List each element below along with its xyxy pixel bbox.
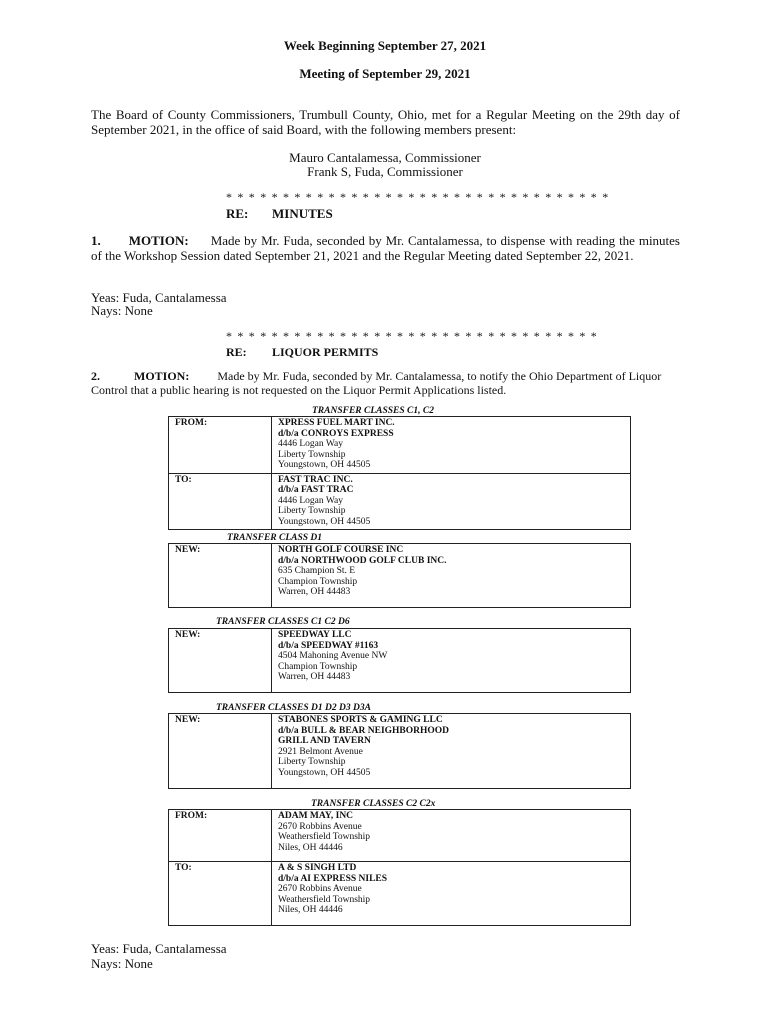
business-name: STABONES SPORTS & GAMING LLC	[278, 715, 443, 725]
permit-row-label: NEW:	[169, 629, 272, 693]
motion-2	[91, 369, 680, 397]
address-line: 2670 Robbins Avenue	[278, 884, 362, 894]
business-name: SPEEDWAY LLC	[278, 630, 352, 640]
section-title-minutes: MINUTES	[272, 206, 333, 221]
address-line: 4446 Logan Way	[278, 439, 344, 449]
separator-stars-1: * * * * * * * * * * * * * * * * * * * * * * * * * * * * * * * * * *	[226, 190, 610, 204]
nays-2: Nays: None	[91, 956, 153, 971]
permit-row	[169, 629, 631, 693]
permit-row	[169, 862, 631, 926]
section-title-liquor-permits: LIQUOR PERMITS	[272, 345, 379, 359]
township-line: Liberty Township	[278, 449, 346, 460]
permit-row-label: FROM:	[169, 810, 272, 862]
permit-row-details	[272, 810, 631, 862]
dba-name: d/b/a FAST TRAC	[278, 485, 354, 495]
permit-table-3	[168, 628, 631, 693]
township-line: Weathersfield Township	[278, 894, 371, 905]
city-line: Niles, OH 44446	[278, 905, 343, 915]
transfer-title-1: TRANSFER CLASSES C1, C2	[312, 406, 434, 416]
permit-row	[169, 714, 631, 789]
permit-row-details	[272, 862, 631, 926]
permit-row-label: NEW:	[169, 544, 272, 608]
motion-1	[91, 233, 680, 263]
meeting-heading: Meeting of September 29, 2021	[299, 66, 471, 81]
yeas-2: Yeas: Fuda, Cantalamessa	[91, 941, 227, 956]
township-line: Liberty Township	[278, 757, 346, 767]
yeas-1: Yeas: Fuda, Cantalamessa	[91, 290, 227, 305]
transfer-title-5: TRANSFER CLASSES C2 C2x	[311, 799, 436, 809]
permit-table-1	[168, 416, 631, 530]
dba-name: d/b/a NORTHWOOD GOLF CLUB INC.	[278, 555, 447, 566]
re-label-1: RE:	[226, 206, 249, 221]
business-name: FAST TRAC INC.	[278, 474, 353, 485]
township-line: Weathersfield Township	[278, 832, 371, 842]
transfer-title-3: TRANSFER CLASSES C1 C2 D6	[216, 617, 350, 627]
transfer-title-2: TRANSFER CLASS D1	[227, 533, 323, 543]
dba-name: d/b/a CONROYS EXPRESS	[278, 428, 394, 439]
address-line: 4504 Mahoning Avenue NW	[278, 651, 388, 661]
dba-name: d/b/a AI EXPRESS NILES	[278, 873, 388, 884]
city-line: Niles, OH 44446	[278, 842, 343, 853]
motion-1-label: MOTION:	[128, 233, 189, 248]
dba-name: d/b/a SPEEDWAY #1163	[278, 640, 379, 651]
business-name: ADAM MAY, INC	[278, 811, 354, 821]
township-line: Champion Township	[278, 576, 358, 587]
permit-row-label: TO:	[169, 473, 272, 530]
permit-table-2	[168, 543, 631, 608]
motion-1-number: 1.	[91, 233, 101, 248]
permit-row	[169, 544, 631, 608]
permit-row	[169, 473, 631, 530]
address-line: 635 Champion St. E	[278, 566, 356, 576]
city-line: Youngstown, OH 44505	[278, 767, 371, 778]
motion-2-label: MOTION:	[134, 369, 190, 383]
business-name: A & S SINGH LTD	[278, 863, 357, 873]
nays-1: Nays: None	[91, 303, 153, 318]
permit-row-details	[272, 544, 631, 608]
dba-name: d/b/a BULL & BEAR NEIGHBORHOOD	[278, 725, 450, 736]
business-name: XPRESS FUEL MART INC.	[278, 418, 395, 428]
member-2: Frank S, Fuda, Commissioner	[307, 164, 463, 179]
re-label-2: RE:	[226, 345, 247, 359]
separator-stars-2: * * * * * * * * * * * * * * * * * * * * * * * * * * * * * * * * *	[226, 329, 598, 343]
week-heading: Week Beginning September 27, 2021	[283, 38, 487, 53]
permit-row-details	[272, 473, 631, 530]
business-name: NORTH GOLF COURSE INC	[278, 545, 404, 555]
address-line: 2670 Robbins Avenue	[278, 821, 362, 832]
motion-2-number: 2.	[91, 369, 100, 383]
city-line: Youngstown, OH 44505	[278, 460, 371, 470]
township-line: Liberty Township	[278, 506, 346, 516]
permit-row-details	[272, 714, 631, 789]
permit-table-4	[168, 713, 631, 789]
permit-row-label: FROM:	[169, 417, 272, 474]
intro-paragraph: The Board of County Commissioners, Trumbull County, Ohio, met for a Regular Meeting on the 29th day of September 2021, in the office of said Board, with the following members present:	[91, 107, 680, 137]
permit-row	[169, 810, 631, 862]
permit-row-label: NEW:	[169, 714, 272, 789]
permit-table-5	[168, 809, 631, 926]
motion-1-text: Made by Mr. Fuda, seconded by Mr. Cantalamessa, to dispense with reading the minutes of the Workshop Session dated September 21, 2021 and the Regular Meeting dated September 22, 2021.	[91, 233, 680, 263]
permit-row	[169, 417, 631, 474]
address-line: 4446 Logan Way	[278, 495, 344, 506]
permit-row-label: TO:	[169, 862, 272, 926]
city-line: Youngstown, OH 44505	[278, 516, 371, 527]
permit-row-details	[272, 417, 631, 474]
permit-row-details	[272, 629, 631, 693]
member-1: Mauro Cantalamessa, Commissioner	[289, 150, 481, 165]
motion-2-text: Made by Mr. Fuda, seconded by Mr. Cantalamessa, to notify the Ohio Department of Liquor Control that a public hearing is not requested on the Liquor Permit Applications listed.	[91, 369, 662, 397]
township-line: Champion Township	[278, 661, 358, 672]
transfer-title-4: TRANSFER CLASSES D1 D2 D3 D3A	[216, 703, 371, 713]
dba-name-continued: GRILL AND TAVERN	[278, 736, 371, 746]
address-line: 2921 Belmont Avenue	[278, 746, 363, 757]
city-line: Warren, OH 44483	[278, 587, 351, 597]
city-line: Warren, OH 44483	[278, 672, 351, 682]
